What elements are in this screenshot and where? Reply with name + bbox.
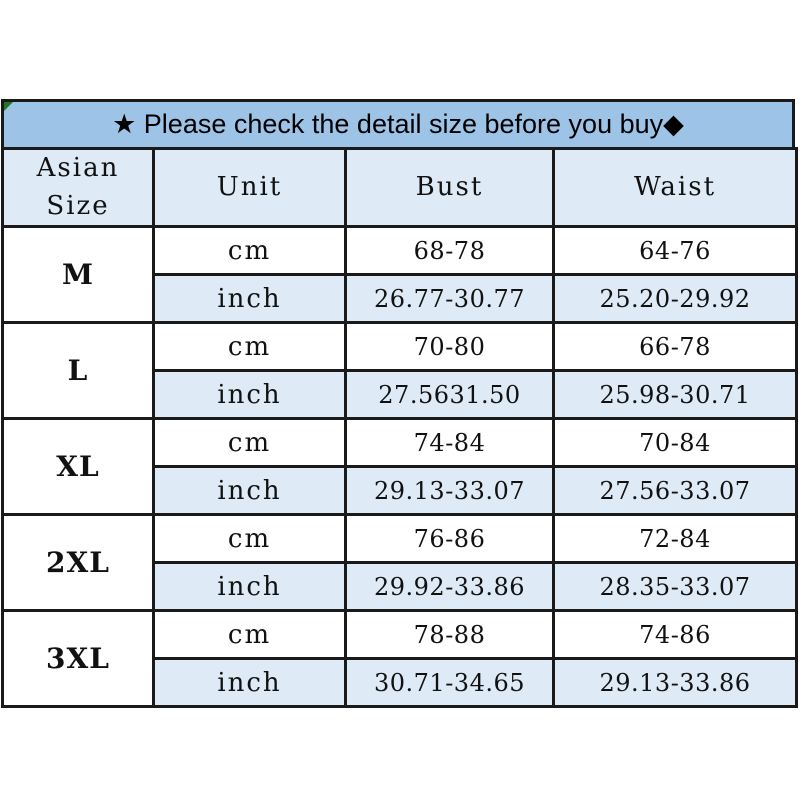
size-label-m: M (3, 227, 154, 323)
unit-label-cm: cm (154, 323, 346, 371)
size-label-2xl: 2XL (3, 515, 154, 611)
bust-inch-value: 30.71-34.65 (346, 659, 554, 707)
waist-cm-value: 70-84 (554, 419, 797, 467)
col-header-waist: Waist (554, 149, 797, 227)
green-corner-flag-icon (4, 102, 13, 111)
table-title-bar (1, 99, 795, 147)
unit-label-inch: inch (154, 467, 346, 515)
bust-cm-value: 78-88 (346, 611, 554, 659)
bust-inch-value: 27.5631.50 (346, 371, 554, 419)
waist-inch-value: 28.35-33.07 (554, 563, 797, 611)
waist-cm-value: 72-84 (554, 515, 797, 563)
unit-label-cm: cm (154, 227, 346, 275)
table-row (3, 419, 797, 467)
header-row (3, 149, 797, 227)
waist-inch-value: 27.56-33.07 (554, 467, 797, 515)
bust-inch-value: 26.77-30.77 (346, 275, 554, 323)
unit-label-inch: inch (154, 659, 346, 707)
unit-label-inch: inch (154, 563, 346, 611)
bust-cm-value: 74-84 (346, 419, 554, 467)
size-label-3xl: 3XL (3, 611, 154, 707)
waist-inch-value: 29.13-33.86 (554, 659, 797, 707)
size-label-xl: XL (3, 419, 154, 515)
table-row (3, 227, 797, 275)
col-header-unit: Unit (154, 149, 346, 227)
unit-label-inch: inch (154, 371, 346, 419)
unit-label-cm: cm (154, 515, 346, 563)
waist-cm-value: 66-78 (554, 323, 797, 371)
waist-cm-value: 74-86 (554, 611, 797, 659)
table-row (3, 323, 797, 371)
bust-inch-value: 29.92-33.86 (346, 563, 554, 611)
bust-cm-value: 68-78 (346, 227, 554, 275)
table-title: ★ Please check the detail size before you buy◆ (112, 109, 684, 139)
unit-label-inch: inch (154, 275, 346, 323)
waist-inch-value: 25.20-29.92 (554, 275, 797, 323)
size-chart-table (1, 99, 795, 708)
bust-inch-value: 29.13-33.07 (346, 467, 554, 515)
col-header-asian-size (3, 149, 154, 227)
size-label-l: L (3, 323, 154, 419)
table-row (3, 515, 797, 563)
bust-cm-value: 76-86 (346, 515, 554, 563)
unit-label-cm: cm (154, 611, 346, 659)
size-table (1, 147, 798, 708)
bust-cm-value: 70-80 (346, 323, 554, 371)
unit-label-cm: cm (154, 419, 346, 467)
col-header-bust: Bust (346, 149, 554, 227)
waist-cm-value: 64-76 (554, 227, 797, 275)
table-row (3, 611, 797, 659)
col-header-asian-size-label: Asian Size (36, 153, 120, 221)
waist-inch-value: 25.98-30.71 (554, 371, 797, 419)
